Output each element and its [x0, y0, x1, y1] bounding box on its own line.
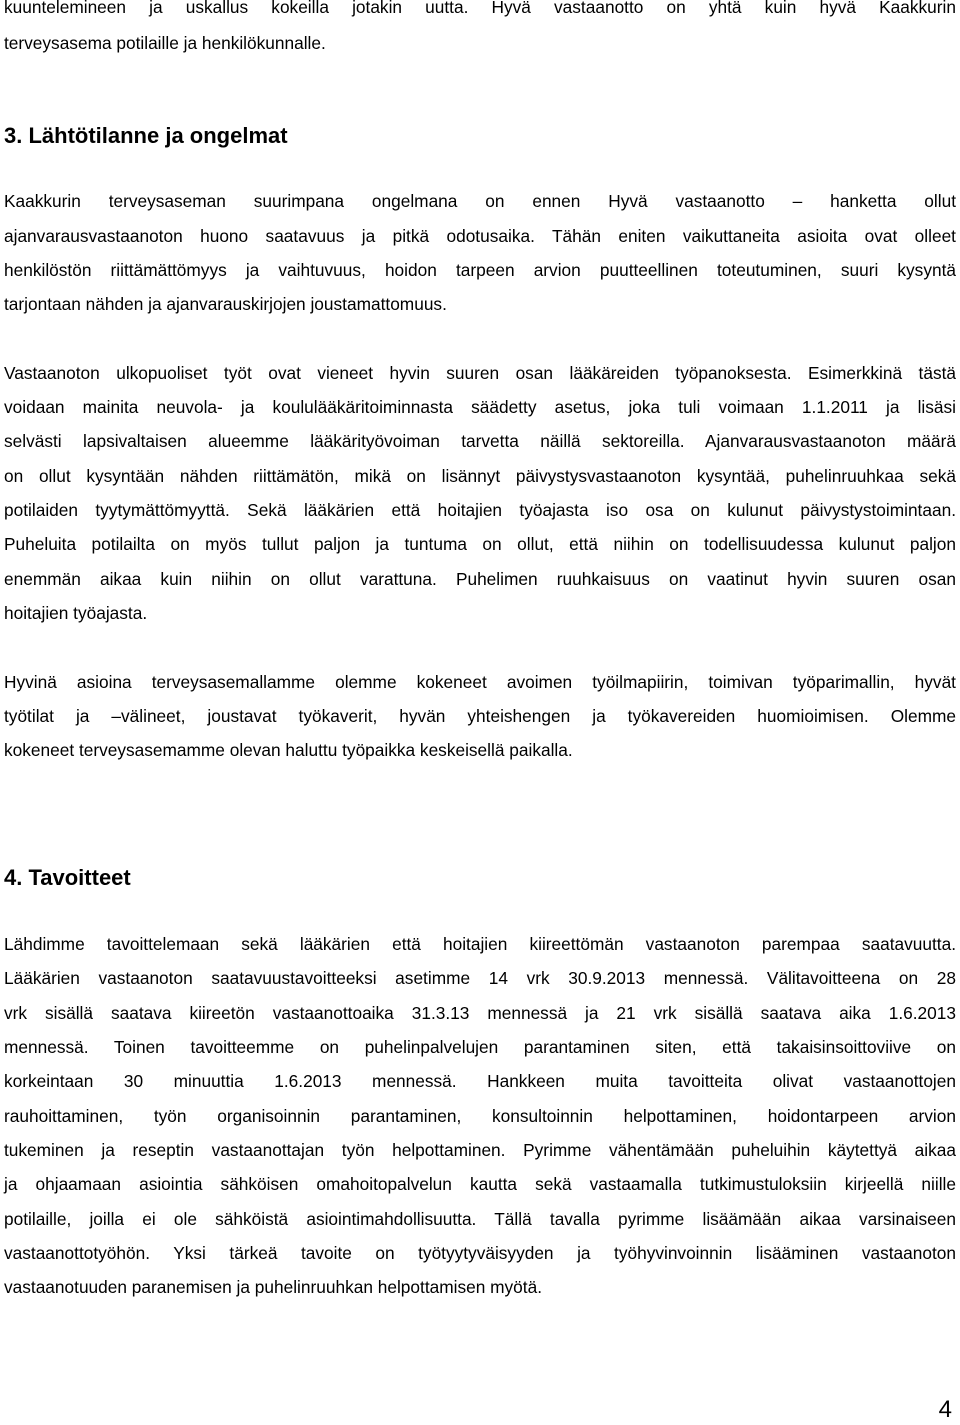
text-line: voidaan mainita neuvola- ja koululääkäritoiminnasta säädetty asetus, joka tuli voimaan 1.1.2011 ja lisäsi: [4, 397, 956, 417]
text-line: selvästi lapsivaltaisen alueemme lääkärityövoiman tarvetta näillä sektoreilla. Ajanvarausvastaanoton määrä: [4, 431, 956, 451]
text-line: Hyvinä asioina terveysasemallamme olemme kokeneet avoimen työilmapiirin, toimivan työparimallin, hyvät: [4, 672, 956, 692]
text-line: mennessä. Toinen tavoitteemme on puhelinpalvelujen parantaminen siten, että takaisinsoittoviive on: [4, 1037, 956, 1057]
text-line: vastaanottotyöhön. Yksi tärkeä tavoite on työtyytyväisyyden ja työhyvinvoinnin lisääminen vastaanoton: [4, 1243, 956, 1263]
text-line: potilaille, joilla ei ole sähköistä asiointimahdollisuutta. Tällä tavalla pyrimme lisäämään aikaa varsinaiseen: [4, 1209, 956, 1229]
text-line: ajanvarausvastaanoton huono saatavuus ja pitkä odotusaika. Tähän eniten vaikuttaneita asioita ovat olleet: [4, 226, 956, 246]
text-line: henkilöstön riittämättömyys ja vaihtuvuus, hoidon tarpeen arvion puutteellinen toteutuminen, suuri kysyntä: [4, 260, 956, 280]
text-line: työtilat ja –välineet, joustavat työkaverit, hyvän yhteishengen ja työkavereiden huomioimisen. Olemme: [4, 706, 956, 726]
text-line: korkeintaan 30 minuuttia 1.6.2013 mennessä. Hankkeen muita tavoitteita olivat vastaanottojen: [4, 1071, 956, 1091]
text-line: enemmän aikaa kuin niihin on ollut varattuna. Puhelimen ruuhkaisuus on vaatinut hyvin suuren osan: [4, 569, 956, 589]
text-line: potilaiden tyytymättömyyttä. Sekä lääkärien että hoitajien työajasta iso osa on kulunut päivystystoimintaan.: [4, 500, 956, 520]
text-line: on ollut kysyntään nähden riittämätön, mikä on lisännyt päivystysvastaanoton kysyntää, puhelinruuhkaa sekä: [4, 466, 956, 486]
text-line: hoitajien työajasta.: [4, 603, 148, 623]
text-line: kuuntelemineen ja uskallus kokeilla jotakin uutta. Hyvä vastaanotto on yhtä kuin hyvä Kaakkurin: [4, 0, 956, 17]
text-line: terveysasema potilaille ja henkilökunnalle.: [4, 33, 326, 53]
text-line: Lääkärien vastaanoton saatavuustavoitteeksi asetimme 14 vrk 30.9.2013 mennessä. Välitavoitteena on 28: [4, 968, 956, 988]
text-line: Kaakkurin terveysaseman suurimpana ongelmana on ennen Hyvä vastaanotto – hanketta ollut: [4, 191, 956, 211]
page-number: 4: [938, 1396, 952, 1423]
section-3-heading: 3. Lähtötilanne ja ongelmat: [4, 123, 288, 148]
text-line: rauhoittaminen, työn organisoinnin parantaminen, konsultoinnin helpottaminen, hoidontarpeen arvion: [4, 1106, 956, 1126]
text-line: kokeneet terveysasemamme olevan haluttu työpaikka keskeisellä paikalla.: [4, 740, 573, 760]
text-line: Lähdimme tavoittelemaan sekä lääkärien että hoitajien kiireettömän vastaanoton parempaa saatavuutta.: [4, 934, 956, 954]
text-line: Puheluita potilailta on myös tullut paljon ja tuntuma on ollut, että niihin on todellisuudessa kulunut paljon: [4, 534, 956, 554]
text-line: vastaanotuuden paranemisen ja puhelinruuhkan helpottamisen myötä.: [4, 1277, 542, 1297]
text-line: vrk sisällä saatava kiireetön vastaanottoaika 31.3.13 mennessä ja 21 vrk sisällä saatava aika 1.6.2013: [4, 1003, 956, 1023]
section-4-heading: 4. Tavoitteet: [4, 865, 131, 890]
text-line: Vastaanoton ulkopuoliset työt ovat vieneet hyvin suuren osan lääkäreiden työpanoksesta. Esimerkkinä tästä: [4, 363, 956, 383]
text-line: ja ohjaamaan asiointia sähköisen omahoitopalvelun kautta sekä vastaamalla tutkimustuloksiin kirjeellä niille: [4, 1174, 956, 1194]
text-line: tarjontaan nähden ja ajanvarauskirjojen joustamattomuus.: [4, 294, 447, 314]
text-line: tukeminen ja reseptin vastaanottajan työn helpottaminen. Pyrimme vähentämään puheluihin käytettyä aikaa: [4, 1140, 956, 1160]
